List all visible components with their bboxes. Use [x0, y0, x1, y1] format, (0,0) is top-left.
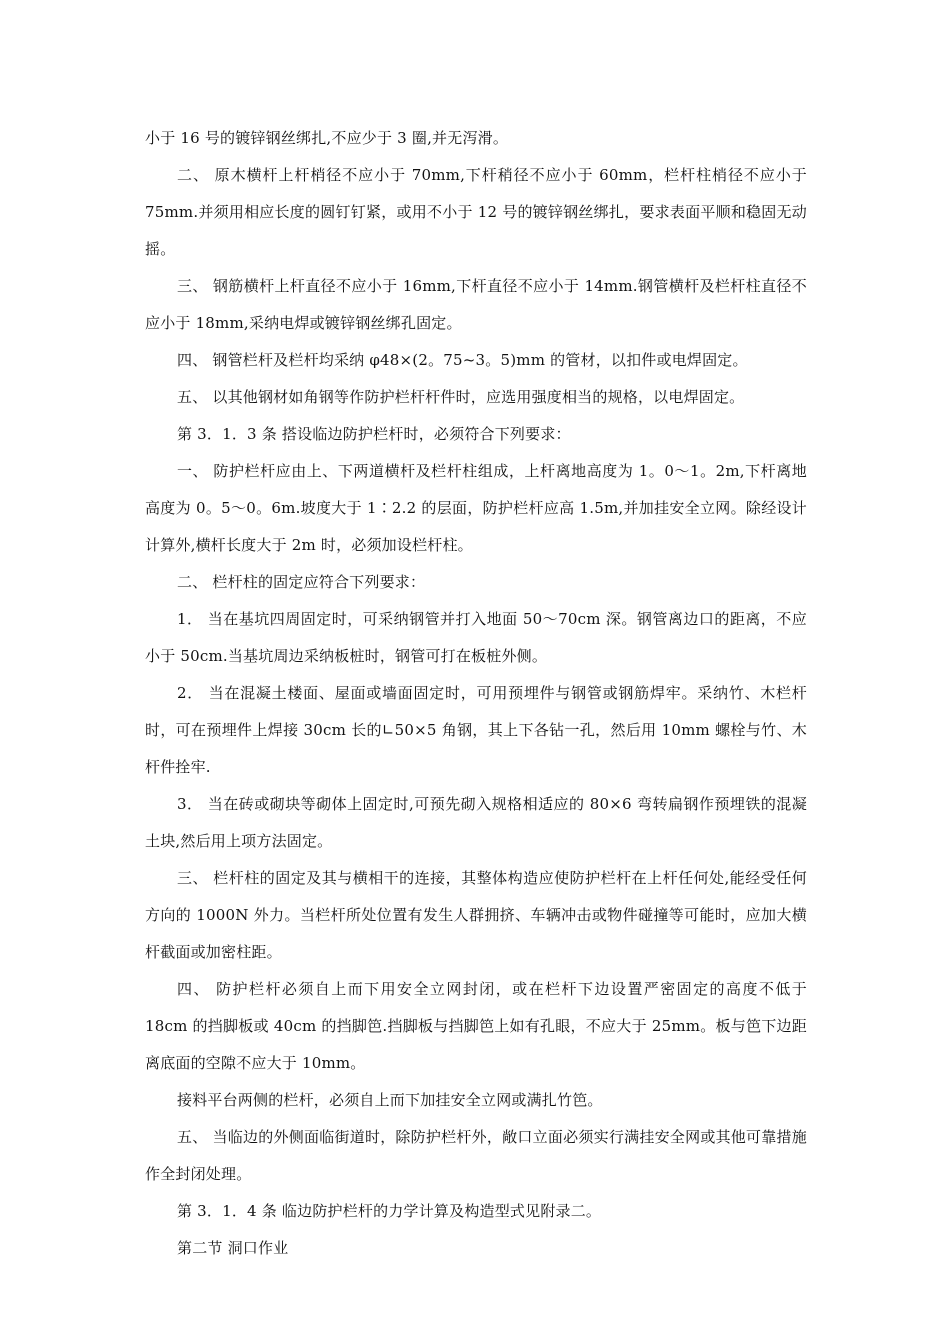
paragraph-item-5-other-steel: 五、 以其他钢材如角钢等作防护栏杆杆件时，应选用强度相当的规格，以电焊固定。 — [177, 388, 745, 406]
paragraph-subitem-3-masonry: 3． 当在砖或砌块等砌体上固定时,可预先砌入规格相适应的 80×6 弯转扁钢作预埋铁的混凝土块,然后用上项方法固定。 — [145, 795, 807, 850]
paragraph-item-1-rail-composition: 一、 防护栏杆应由上、下两道横杆及栏杆柱组成，上杆离地高度为 1。0～1。2m,下杆离地高度为 0。5～0。6m.坡度大于 1∶2.2 的层面，防护栏杆应高 1.5m,并加挂安全立网。除经设计计算外,横杆长度大于 2m 时，必须加设栏杆柱。 — [145, 462, 807, 554]
paragraph-item-3-structure-load: 三、 栏杆柱的固定及其与横相干的连接，其整体构造应使防护栏杆在上杆任何处,能经受任何方向的 1000N 外力。当栏杆所处位置有发生人群拥挤、车辆冲击或物件碰撞等可能时，应加大横杆截面或加密柱距。 — [145, 869, 807, 961]
paragraph-item-5-street-side: 五、 当临边的外侧面临街道时，除防护栏杆外，敞口立面必须实行满挂安全网或其他可靠措施作全封闭处理。 — [145, 1128, 807, 1183]
article-3-1-4: 第 3．1．4 条 临边防护栏杆的力学计算及构造型式见附录二。 — [177, 1202, 602, 1220]
section-heading-opening-work: 第二节 洞口作业 — [177, 1239, 289, 1257]
paragraph-subitem-1-foundation-pit: 1． 当在基坑四周固定时，可采纳钢管并打入地面 50～70cm 深。钢管离边口的距离，不应小于 50cm.当基坑周边采纳板桩时，钢管可打在板桩外侧。 — [145, 610, 807, 665]
paragraph-subitem-2-concrete-floor: 2． 当在混凝土楼面、屋面或墙面固定时，可用预埋件与钢管或钢筋焊牢。采纳竹、木栏杆时，可在预埋件上焊接 30cm 长的∟50×5 角钢，其上下各钻一孔，然后用 10mm 螺栓与竹、木杆件拴牢. — [145, 684, 807, 776]
paragraph-continuation: 小于 16 号的镀锌钢丝绑扎,不应少于 3 圈,并无泻滑。 — [145, 129, 509, 147]
paragraph-platform-rail: 接料平台两侧的栏杆，必须自上而下加挂安全立网或满扎竹笆。 — [177, 1091, 603, 1109]
paragraph-item-3-steel-bar-rail: 三、 钢筋横杆上杆直径不应小于 16mm,下杆直径不应小于 14mm.钢管横杆及栏杆柱直径不应小于 18mm,采纳电焊或镀锌钢丝绑孔固定。 — [145, 277, 807, 332]
paragraph-item-2-log-rail: 二、 原木横杆上杆梢径不应小于 70mm,下杆稍径不应小于 60mm，栏杆柱梢径不应小于 75mm.并须用相应长度的圆钉钉紧，或用不小于 12 号的镀锌钢丝绑扎，要求表面平顺和稳固无动摇。 — [145, 166, 807, 258]
document-body — [145, 120, 807, 1267]
paragraph-item-4-safety-net: 四、 防护栏杆必须自上而下用安全立网封闭，或在栏杆下边设置严密固定的高度不低于 18cm 的挡脚板或 40cm 的挡脚笆.挡脚板与挡脚笆上如有孔眼，不应大于 25mm。板与笆下边距离底面的空隙不应大于 10mm。 — [145, 980, 807, 1072]
paragraph-item-2-post-fixing: 二、 栏杆柱的固定应符合下列要求： — [177, 573, 426, 591]
paragraph-item-4-steel-pipe-rail: 四、 钢管栏杆及栏杆均采纳 φ48×(2。75~3。5)mm 的管材，以扣件或电焊固定。 — [177, 351, 748, 369]
article-3-1-3-heading: 第 3．1．3 条 搭设临边防护栏杆时，必须符合下列要求： — [177, 425, 571, 443]
